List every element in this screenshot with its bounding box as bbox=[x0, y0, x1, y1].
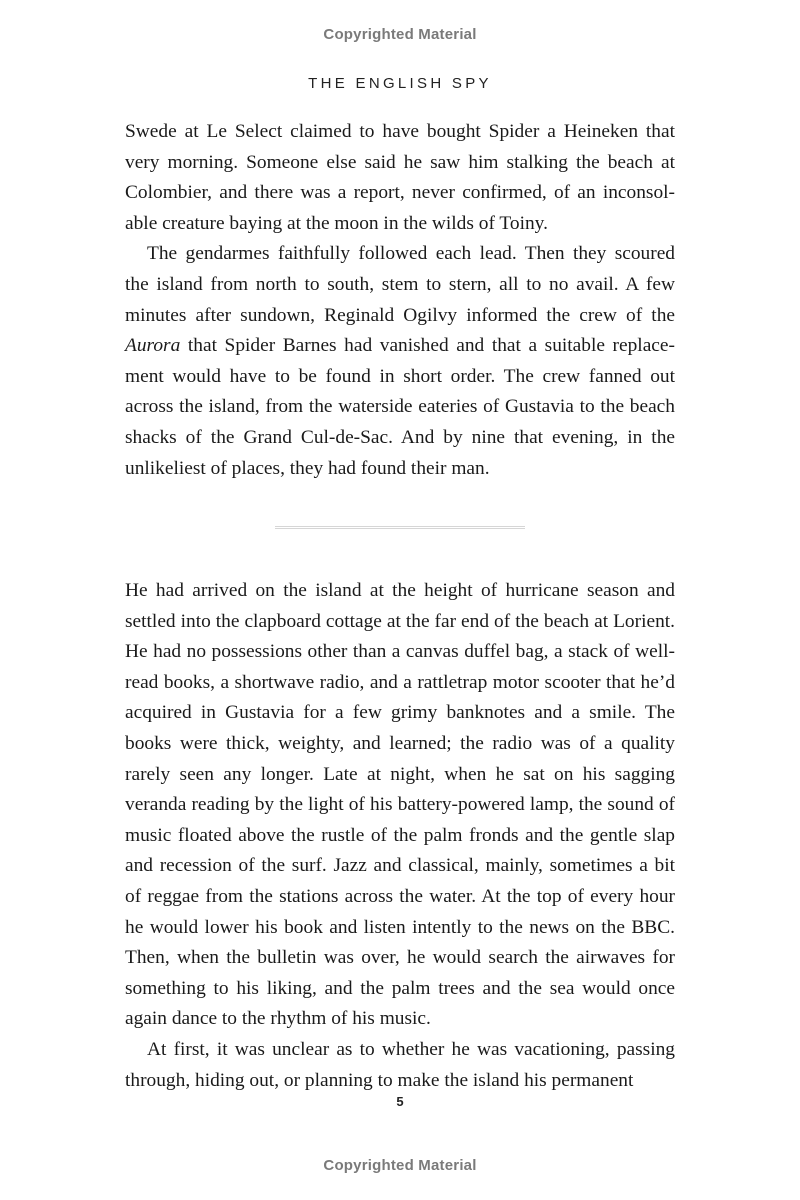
paragraph-1: Swede at Le Select claimed to have bought Spider a Heineken that very morning. Someone else said he saw him stalking the beach at Colombier, and there was a report, never confirmed, of an inconsolable creature baying at the moon in the wilds of Toiny. bbox=[125, 121, 675, 234]
copyright-watermark-bottom: Copyrighted Material bbox=[323, 1157, 477, 1174]
page-number: 5 bbox=[396, 1094, 404, 1109]
section-two bbox=[125, 576, 675, 1096]
copyright-watermark-top: Copyrighted Material bbox=[323, 26, 477, 43]
paragraph-4: At first, it was unclear as to whether he was vacationing, passing through, hiding out, or planning to make the island his permanent bbox=[125, 1038, 675, 1091]
paragraph-2 bbox=[125, 239, 675, 484]
running-head: THE ENGLISH SPY bbox=[308, 75, 492, 92]
paragraph-2-text-end: that Spider Barnes had vanished and that a suitable replacement would have to be found in short order. The crew fanned out across the island, from the waterside eateries of Gustavia to the beach shacks of the Grand Cul-de-Sac. And by nine that evening, in the unlikeliest of places, they had found their man. bbox=[125, 335, 675, 479]
paragraph-2-text-start: The gendarmes faithfully followed each lead. Then they scoured the island from north to south, stem to stern, all to no avail. A few minutes after sundown, Reginald Ogilvy informed the crew of the bbox=[125, 243, 675, 326]
section-divider bbox=[275, 526, 525, 529]
section-one bbox=[125, 117, 675, 484]
paragraph-3: He had arrived on the island at the height of hurricane season and settled into the clapboard cottage at the far end of the beach at Lorient. He had no possessions other than a canvas duffel bag, a stack of well-read books, a shortwave radio, and a rattletrap motor scooter that he’d acquired in Gustavia for a few grimy banknotes and a smile. The books were thick, weighty, and learned; the radio was of a quality rarely seen any longer. Late at night, when he sat on his sagging veranda reading by the light of his battery-powered lamp, the sound of music floated above the rustle of the palm fronds and the gentle slap and recession of the surf. Jazz and classical, mainly, sometimes a bit of reggae from the stations across the water. At the top of every hour he would lower his book and listen intently to the news on the BBC. Then, when the bulletin was over, he would search the airwaves for something to his liking, and the palm trees and the sea would once again dance to the rhythm of his music. bbox=[125, 580, 675, 1030]
ship-name: Aurora bbox=[125, 335, 181, 357]
